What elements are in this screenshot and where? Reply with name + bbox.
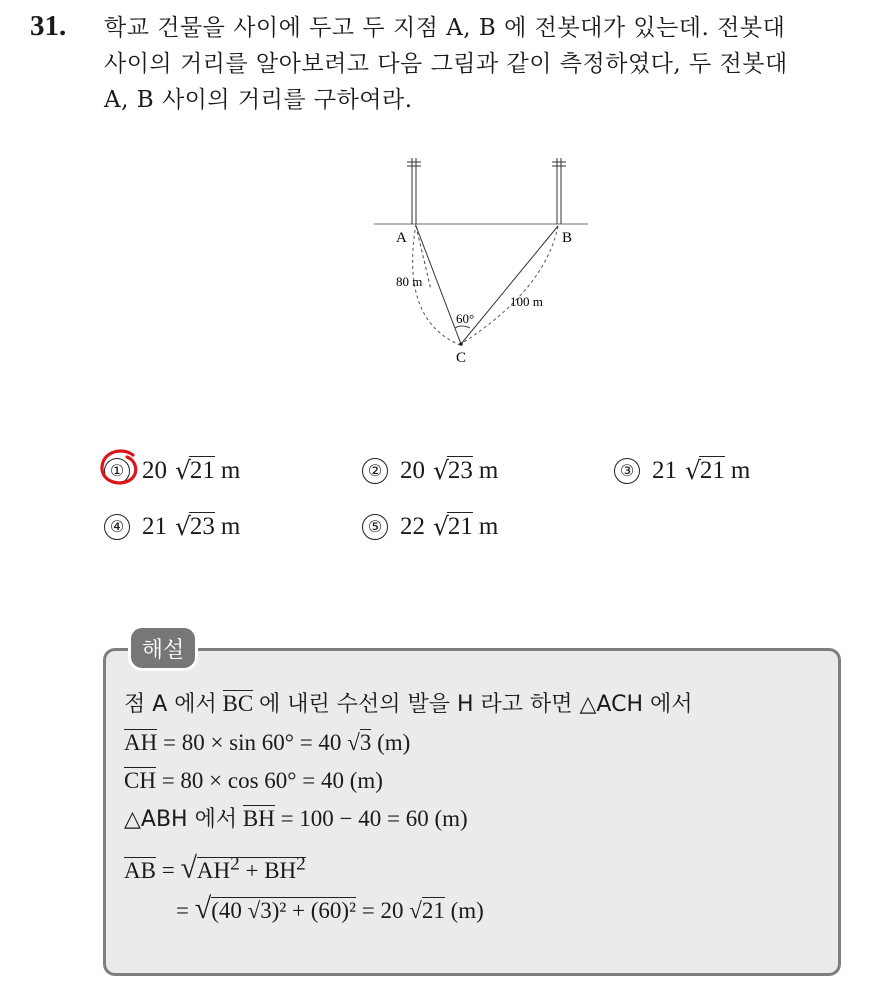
choice-4-number: ④ — [104, 514, 130, 540]
sqrt-icon: √ — [347, 730, 360, 755]
sol-plus: + — [245, 857, 259, 883]
sqrt-icon: √ — [677, 456, 701, 485]
choice-2-coef: 20 — [400, 456, 425, 484]
label-100m: 100 m — [510, 294, 543, 309]
sqrt-icon: √ — [167, 512, 191, 541]
sol-radicand: 3 — [359, 730, 372, 755]
label-80m: 80 m — [396, 274, 423, 289]
choice-4[interactable] — [104, 512, 240, 541]
solution-content — [124, 685, 693, 930]
sol-eq: = 100 − 40 = 60 (m) — [280, 806, 468, 831]
sol-segment-ch: CH — [124, 768, 156, 793]
pole-b — [552, 158, 566, 224]
sol-radicand-big — [211, 897, 356, 923]
question-line-1: 학교 건물을 사이에 두고 두 지점 A, B 에 전봇대가 있는데. 전봇대 — [104, 15, 786, 41]
angle-arc — [455, 326, 470, 328]
sol-eq: = 80 × sin 60° = 40 — [162, 730, 342, 755]
sqrt-icon: √ — [180, 851, 197, 885]
choice-3-unit: m — [730, 456, 751, 484]
sol-segment-bh: BH — [242, 806, 275, 831]
choice-3-number: ③ — [614, 458, 640, 484]
pole-distance-diagram — [360, 150, 600, 380]
selected-answer-mark-icon — [97, 447, 145, 491]
sol-segment-ah: AH — [196, 857, 231, 883]
sqrt-icon: √ — [425, 456, 449, 485]
sol-segment-bh: BH — [264, 857, 297, 883]
label-a: A — [396, 230, 407, 246]
choice-1-unit: m — [220, 456, 241, 484]
question-number: 31. — [30, 10, 67, 42]
sol-unit: (m) — [450, 897, 484, 923]
choice-3-coef: 21 — [652, 456, 677, 484]
choice-4-radicand: 23 — [189, 513, 215, 540]
segment-ac-solid — [416, 226, 461, 344]
sqrt-icon: √ — [247, 897, 261, 923]
choice-5-number: ⑤ — [362, 514, 388, 540]
choice-5-unit: m — [478, 512, 499, 540]
choice-1-number: ① — [104, 458, 130, 484]
sol-text: △ABH 에서 — [124, 807, 238, 832]
sqrt-icon: √ — [167, 456, 191, 485]
sol-eq: = — [161, 857, 175, 883]
choice-5-coef: 22 — [400, 512, 425, 540]
question-text — [104, 10, 864, 118]
choice-2-radicand: 23 — [447, 457, 473, 484]
choice-5-radicand: 21 — [447, 513, 473, 540]
sol-sup: 2 — [230, 853, 240, 874]
choice-4-coef: 21 — [142, 512, 167, 540]
sol-text: 점 A 에서 — [124, 692, 217, 717]
sol-result: = 20 — [361, 897, 404, 923]
sqrt-icon: √ — [409, 897, 422, 923]
segment-bc — [461, 226, 558, 344]
sol-inner: )² + (60)² — [271, 897, 356, 923]
pole-a — [407, 158, 421, 224]
choice-1-radicand: 21 — [189, 457, 215, 484]
sol-text: 에 내린 수선의 발을 H 라고 하면 △ACH 에서 — [258, 692, 693, 717]
choice-2-unit: m — [478, 456, 499, 484]
choice-1-coef: 20 — [142, 456, 167, 484]
label-c: C — [456, 350, 467, 366]
solution-line-4 — [124, 800, 693, 839]
solution-line-1 — [124, 685, 693, 724]
choice-2-number: ② — [362, 458, 388, 484]
solution-tag: 해설 — [128, 625, 198, 671]
sol-radicand: 21 — [421, 897, 445, 923]
choice-2[interactable] — [362, 456, 498, 485]
sqrt-icon: √ — [194, 891, 212, 925]
choice-5[interactable] — [362, 512, 498, 541]
sol-radicand-big — [196, 853, 306, 883]
label-angle: 60° — [456, 311, 475, 326]
answer-choices — [104, 450, 864, 560]
sol-segment-bc: BC — [222, 691, 254, 716]
question-line-2: 사이의 거리를 알아보려고 다음 그림과 같이 측정하였다, 두 전봇대 — [104, 51, 788, 77]
sol-eq: = 80 × cos 60° = 40 (m) — [161, 768, 383, 793]
choice-4-unit: m — [220, 512, 241, 540]
label-b: B — [562, 230, 573, 246]
sol-segment-ah: AH — [124, 730, 158, 755]
solution-line-2 — [124, 724, 693, 762]
sol-eq: = — [176, 897, 189, 923]
sol-sup: 2 — [296, 853, 306, 874]
sol-segment-ab: AB — [124, 857, 156, 883]
sol-radicand: 3 — [260, 897, 272, 923]
solution-line-6 — [124, 890, 693, 930]
point-c — [459, 342, 463, 346]
sol-unit: (m) — [377, 730, 411, 755]
choice-3[interactable] — [614, 456, 750, 485]
sol-inner: (40 — [211, 897, 242, 923]
question-line-3: A, B 사이의 거리를 구하여라. — [104, 87, 413, 113]
choice-3-radicand: 21 — [699, 457, 725, 484]
solution-line-3 — [124, 762, 693, 800]
sqrt-icon: √ — [425, 512, 449, 541]
solution-line-5 — [124, 845, 693, 890]
